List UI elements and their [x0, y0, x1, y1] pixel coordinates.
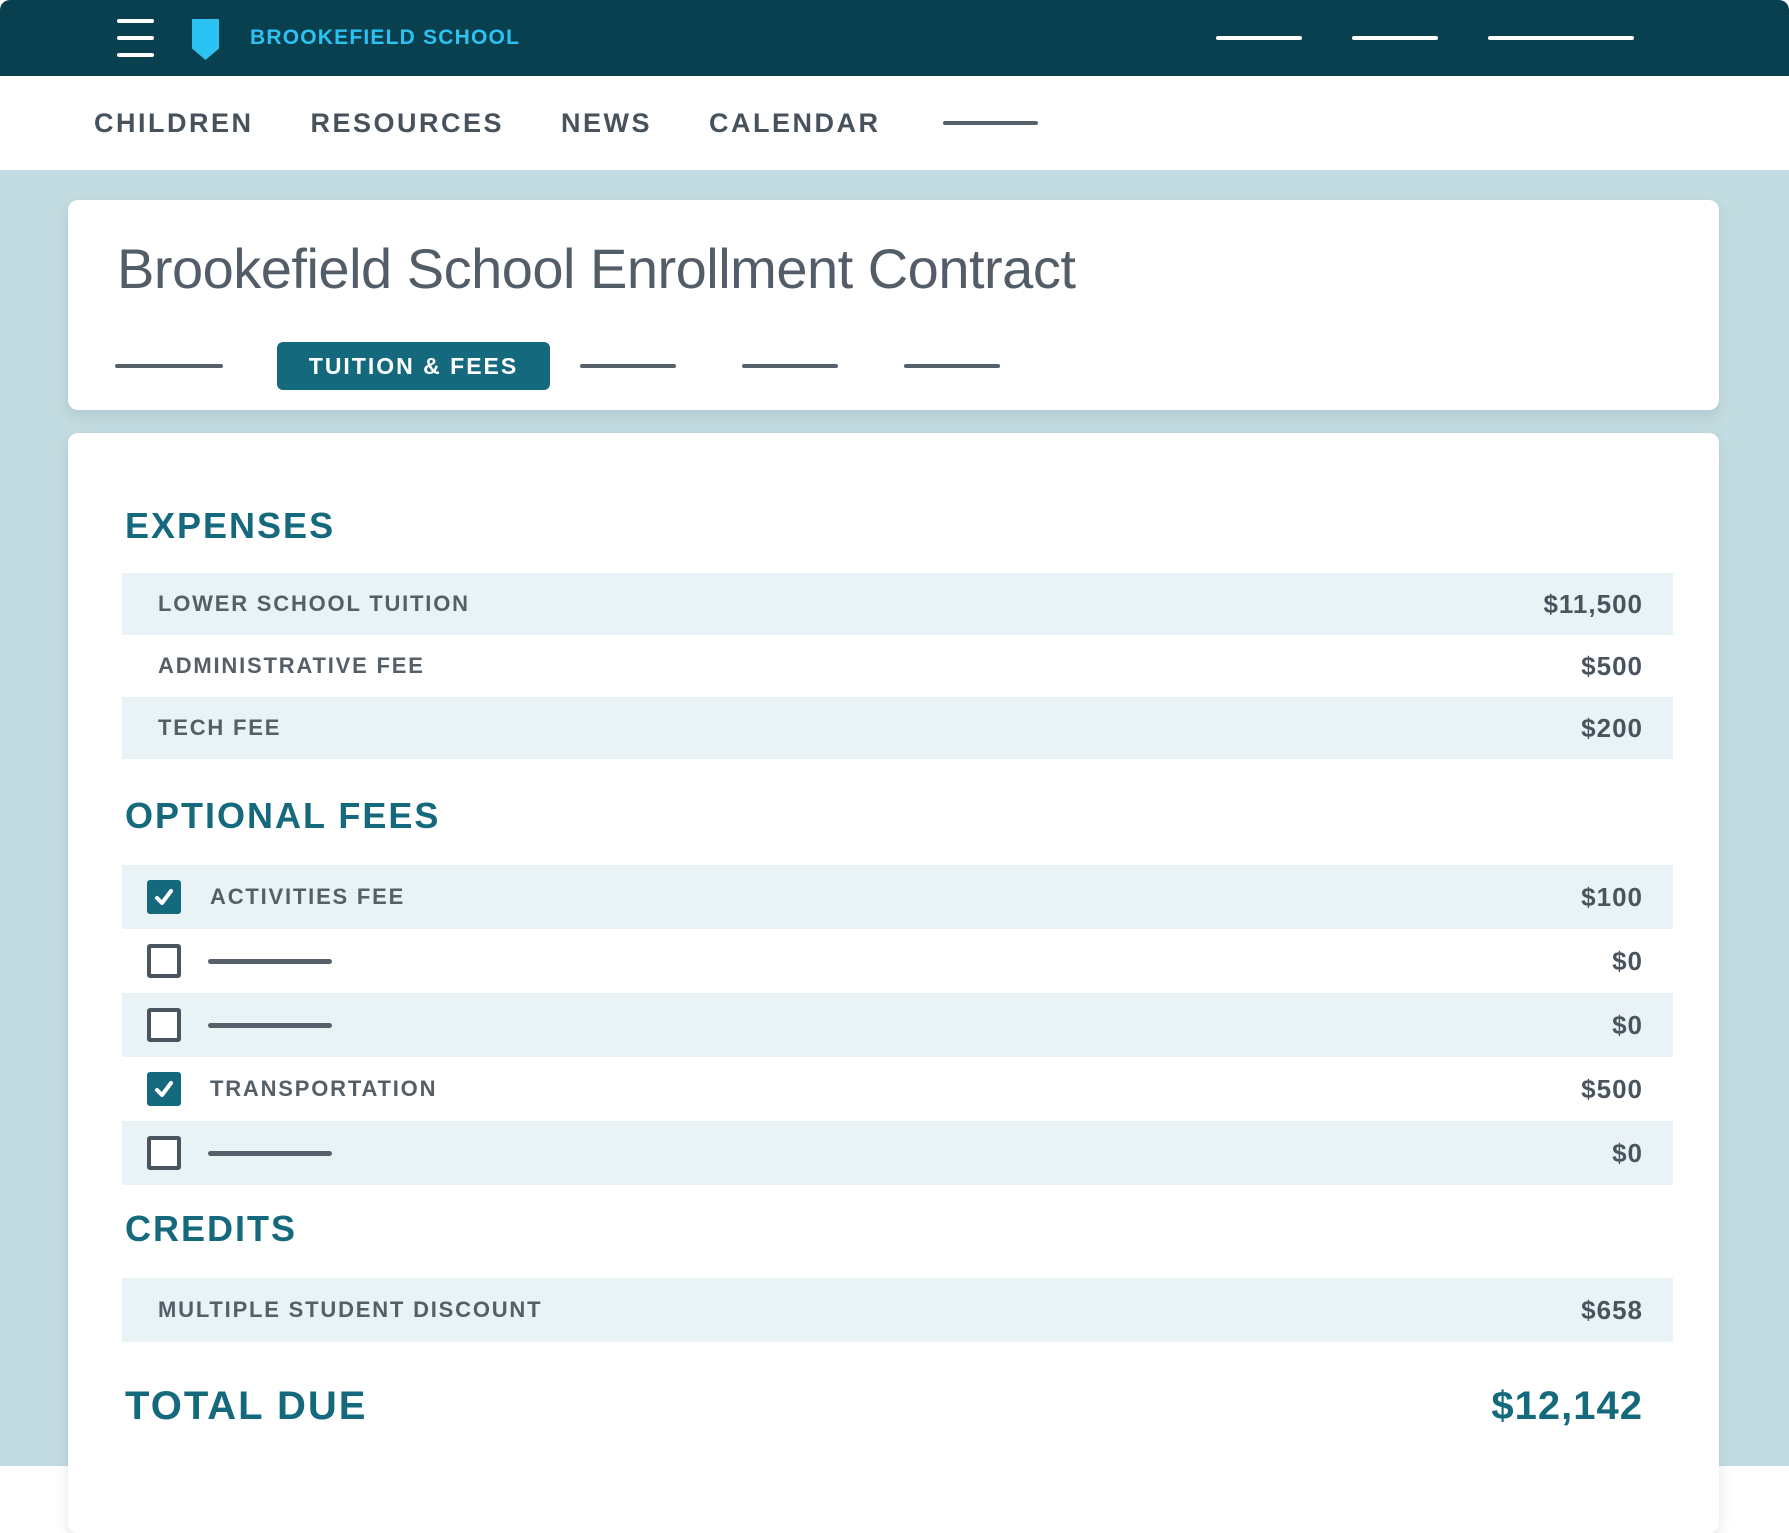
- fee-row: [122, 993, 1673, 1057]
- total-due-amount: $12,142: [1491, 1383, 1643, 1428]
- checkbox-optional-fee[interactable]: [147, 944, 181, 978]
- fee-amount: $500: [1581, 650, 1643, 681]
- site-nav: [0, 76, 1789, 170]
- contract-title-card: [68, 200, 1719, 410]
- fee-amount: $0: [1612, 1009, 1643, 1040]
- tab-tuition-and-fees[interactable]: TUITION & FEES: [277, 342, 550, 390]
- tab-placeholder[interactable]: [115, 364, 223, 368]
- tab-placeholder[interactable]: [742, 364, 838, 368]
- header-link-placeholder[interactable]: [1488, 36, 1634, 40]
- tuition-fees-card: [68, 433, 1719, 1533]
- tab-placeholder[interactable]: [580, 364, 676, 368]
- fee-amount: $0: [1612, 945, 1643, 976]
- fee-label: LOWER SCHOOL TUITION: [158, 591, 470, 616]
- section-heading-optional-fees: OPTIONAL FEES: [125, 795, 441, 836]
- fee-label-placeholder: [208, 1151, 332, 1156]
- section-heading-expenses: EXPENSES: [125, 505, 336, 546]
- fee-amount: $500: [1581, 1073, 1643, 1104]
- header-link-placeholder[interactable]: [1216, 36, 1302, 40]
- fee-row: [122, 697, 1673, 759]
- fee-label: TECH FEE: [158, 715, 282, 740]
- checkbox-optional-fee[interactable]: [147, 1008, 181, 1042]
- fee-amount: $100: [1581, 881, 1643, 912]
- school-shield-icon: [192, 19, 219, 60]
- tab-placeholder[interactable]: [904, 364, 1000, 368]
- nav-items: [94, 108, 881, 139]
- fee-label: TRANSPORTATION: [210, 1076, 438, 1101]
- page-title: Brookefield School Enrollment Contract: [117, 237, 1076, 300]
- total-due-label: TOTAL DUE: [125, 1383, 368, 1428]
- fee-amount: $0: [1612, 1137, 1643, 1168]
- nav-item-calendar[interactable]: CALENDAR: [709, 107, 881, 138]
- fee-label: ACTIVITIES FEE: [210, 884, 406, 909]
- fee-label-placeholder: [208, 959, 332, 964]
- fee-label-placeholder: [208, 1023, 332, 1028]
- fee-row: [122, 1121, 1673, 1185]
- fee-row: [122, 573, 1673, 635]
- nav-item-news[interactable]: NEWS: [561, 107, 653, 138]
- fee-row: [122, 865, 1673, 929]
- header-link-placeholder[interactable]: [1352, 36, 1438, 40]
- hamburger-menu-icon[interactable]: [117, 19, 154, 57]
- section-heading-credits: CREDITS: [125, 1208, 298, 1249]
- hamburger-bar: [117, 53, 154, 57]
- fee-amount: $11,500: [1543, 588, 1643, 619]
- nav-item-children[interactable]: CHILDREN: [94, 107, 254, 138]
- fee-row: [122, 1057, 1673, 1121]
- app-header: [0, 0, 1789, 76]
- checkbox-activities-fee[interactable]: [147, 880, 181, 914]
- fee-row: [122, 1278, 1673, 1342]
- fee-amount: $200: [1581, 712, 1643, 743]
- hamburger-bar: [117, 36, 154, 40]
- fee-amount: $658: [1581, 1294, 1643, 1325]
- hamburger-bar: [117, 19, 154, 23]
- checkbox-transportation[interactable]: [147, 1072, 181, 1106]
- fee-label: MULTIPLE STUDENT DISCOUNT: [158, 1297, 543, 1322]
- checkbox-optional-fee[interactable]: [147, 1136, 181, 1170]
- fee-row: [122, 635, 1673, 697]
- brand-name: BROOKEFIELD SCHOOL: [250, 26, 521, 49]
- fee-label: ADMINISTRATIVE FEE: [158, 653, 425, 678]
- checkmark-icon: [153, 886, 175, 908]
- nav-link-placeholder[interactable]: [943, 121, 1038, 125]
- nav-item-resources[interactable]: RESOURCES: [310, 107, 505, 138]
- fee-row: [122, 929, 1673, 993]
- checkmark-icon: [153, 1078, 175, 1100]
- total-due-row: [122, 1378, 1673, 1434]
